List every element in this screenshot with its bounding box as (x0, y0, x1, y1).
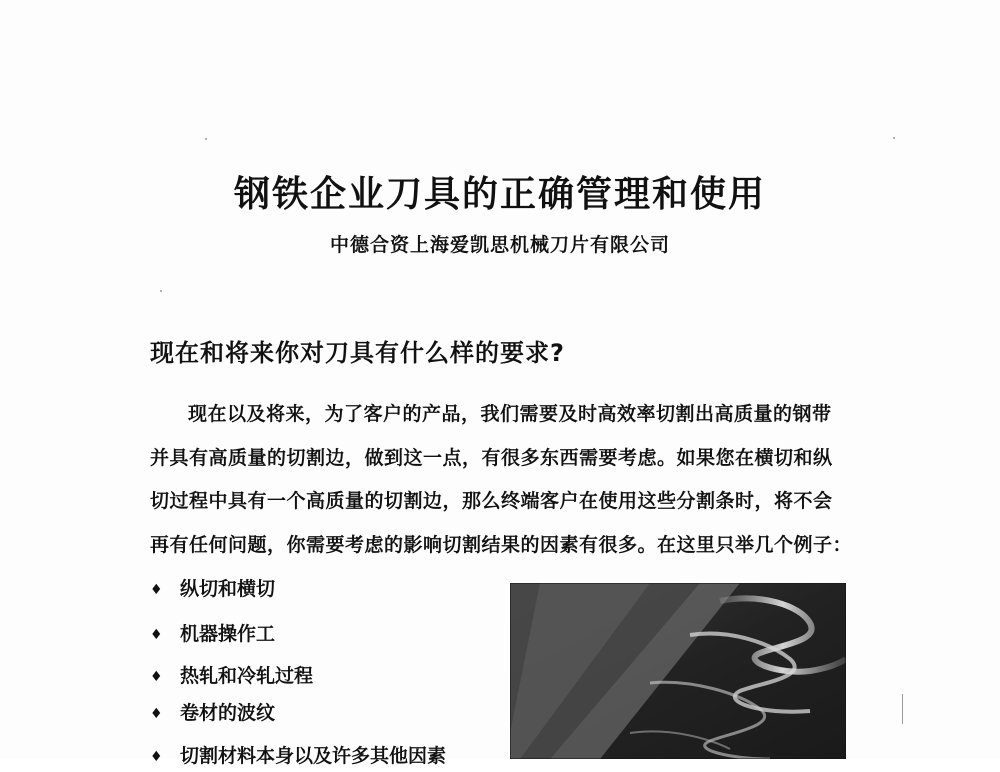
scan-speck (902, 694, 903, 724)
list-item-text: 热轧和冷轧过程 (180, 665, 314, 687)
diamond-bullet-icon: ♦ (150, 669, 163, 685)
section-heading: 现在和将来你对刀具有什么样的要求? (150, 339, 565, 367)
paragraph-line: 现在以及将来，为了客户的产品，我们需要及时高效率切割出高质量的钢带 (188, 403, 832, 425)
scan-speck (205, 138, 207, 140)
body-paragraph (150, 393, 860, 567)
list-item (150, 619, 275, 650)
diamond-bullet-icon: ♦ (150, 706, 163, 722)
list-item (150, 741, 446, 772)
scan-speck (893, 137, 895, 139)
paragraph-line: 再有任何问题，你需要考虑的影响切割结果的因素有很多。在这里只举几个例子： (150, 533, 853, 556)
list-item-text: 切割材料本身以及许多其他因素 (180, 745, 447, 767)
list-item (150, 574, 275, 605)
list-item-text: 卷材的波纹 (180, 702, 276, 724)
paragraph-line: 切过程中具有一个高质量的切割边，那么终端客户在使用这些分割条时，将不会 (150, 490, 833, 512)
diamond-bullet-icon: ♦ (150, 582, 163, 598)
diamond-bullet-icon: ♦ (150, 749, 163, 765)
list-item (150, 661, 313, 692)
paragraph-line: 并具有高质量的切割边，做到这一点，有很多东西需要考虑。如果您在横切和纵 (150, 446, 833, 469)
list-item-text: 机器操作工 (180, 623, 276, 645)
diamond-bullet-icon: ♦ (150, 627, 163, 643)
list-item-text: 纵切和横切 (180, 578, 276, 600)
scan-speck (160, 290, 162, 292)
company-name: 中德合资上海爱凯思机械刀片有限公司 (329, 234, 670, 256)
document-title: 钢铁企业刀具的正确管理和使用 (233, 174, 766, 215)
list-item (150, 698, 275, 729)
steel-strip-photo (510, 583, 846, 759)
steel-strip-illustration (510, 583, 846, 759)
